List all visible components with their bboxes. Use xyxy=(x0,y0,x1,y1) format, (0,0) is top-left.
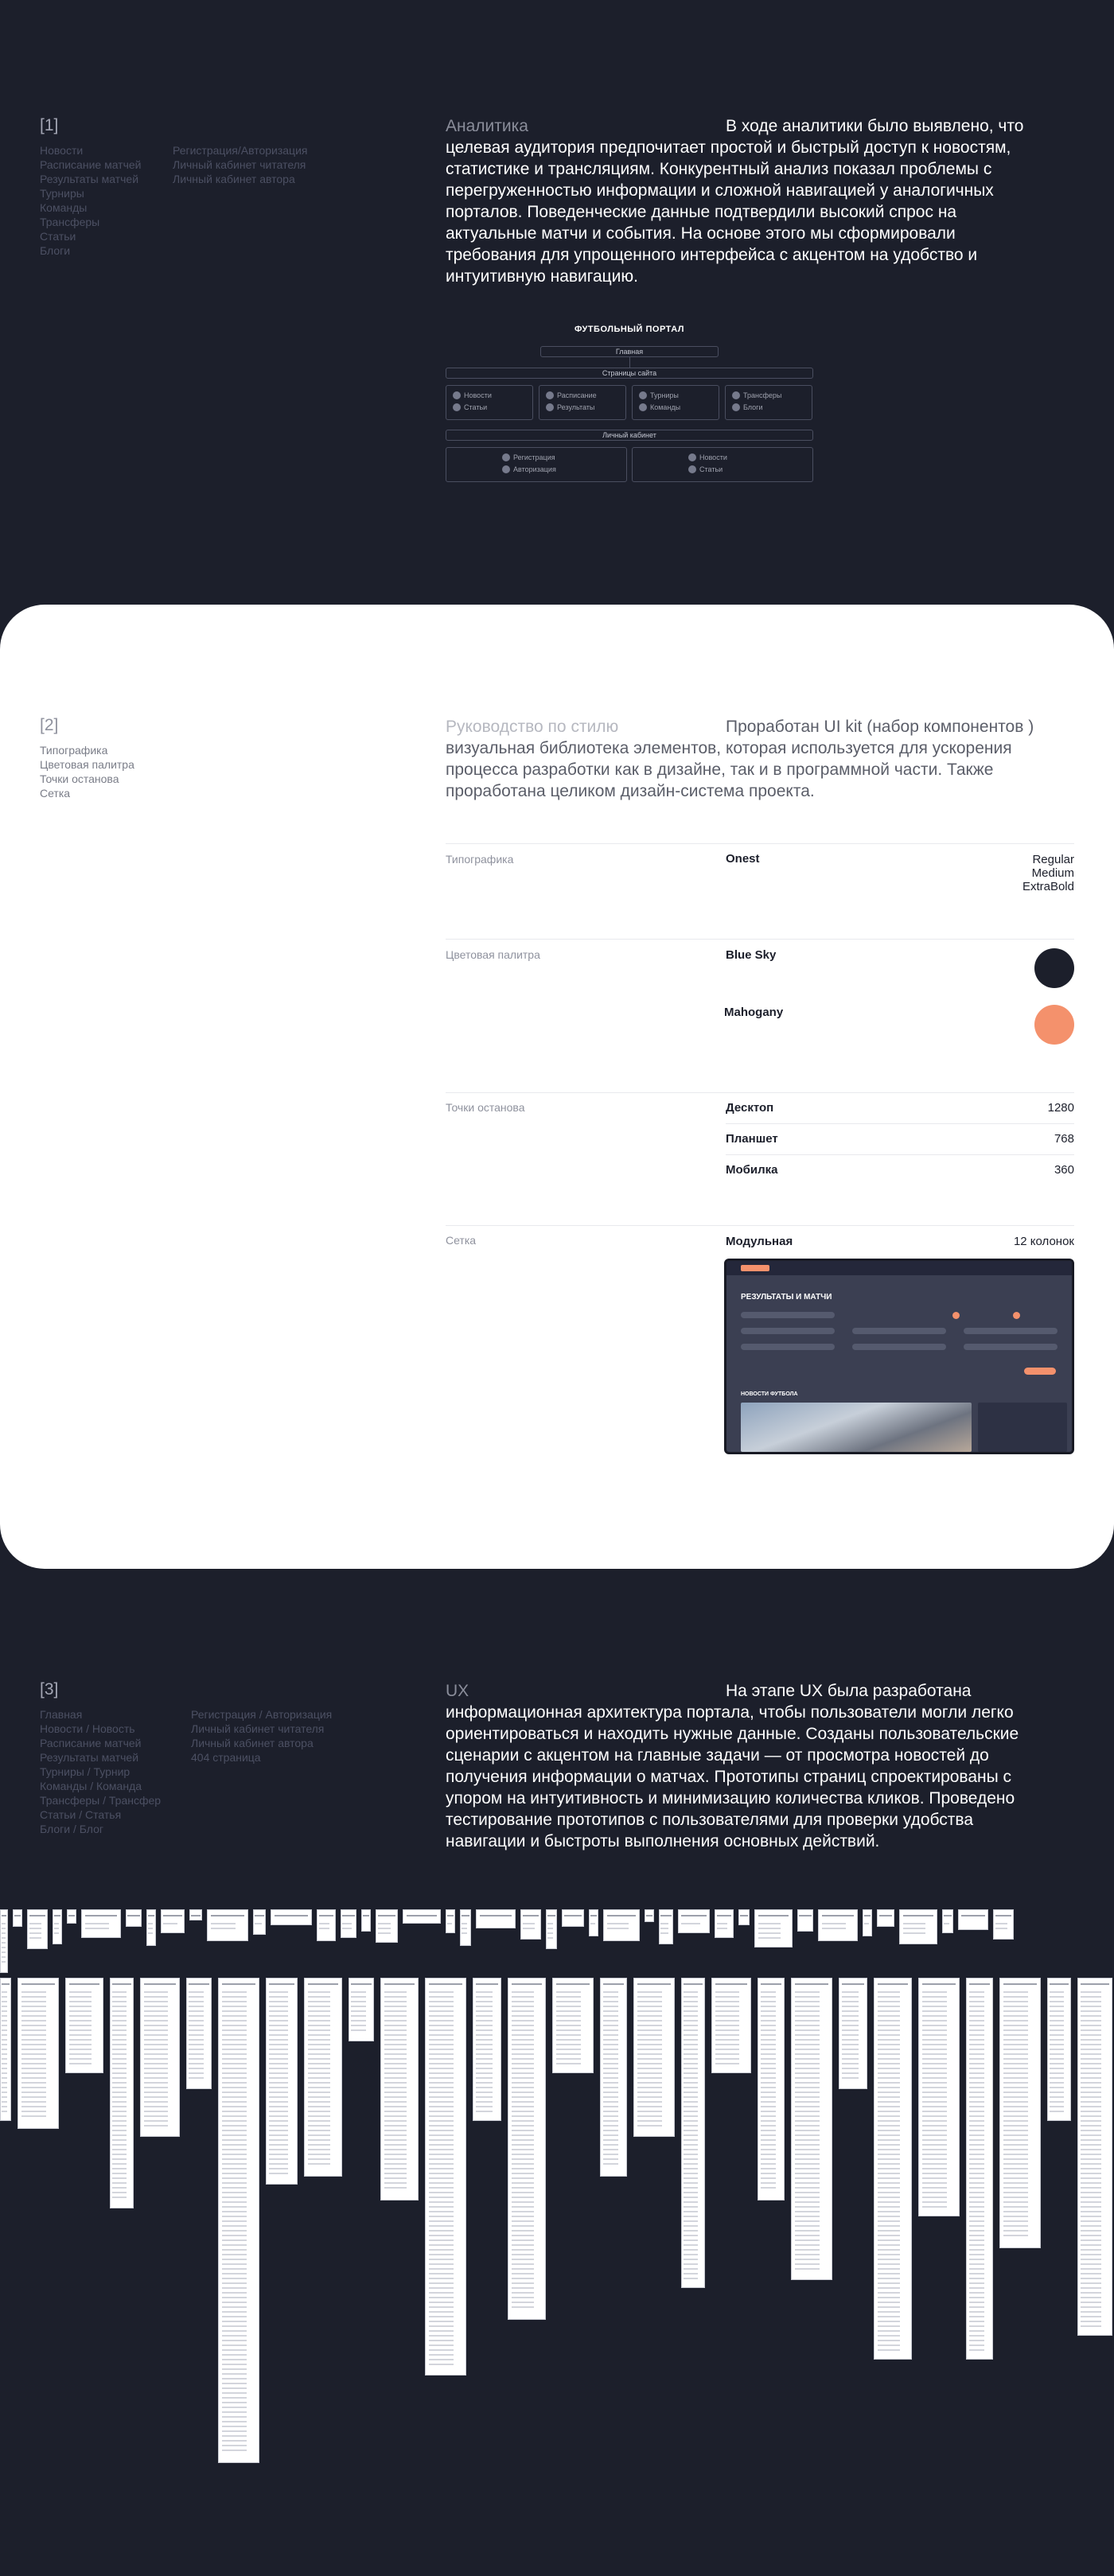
typography-font: Onest xyxy=(726,852,760,866)
wireframe-thumbnail xyxy=(918,1978,960,2216)
sitemap-item xyxy=(732,391,781,399)
analytics-text: В ходе аналитики было выявлено, что целевая аудитория предпочитает простой и быстрый доступ к новостям, статистике и трансляциям. Конкурентный анализ показал проблемы с перегруженностью информации и сложной навигацией у аналогичных порталов. Поведенческие данные подтвердили высокий спрос на актуальные матчи и события. На основе этого мы сформировали требования для упрощенного интерфейса с акцентом на удобство и интуитивную навигацию. xyxy=(446,117,1024,286)
wireframe-thumbnail xyxy=(425,1978,466,2376)
wireframe-thumbnail xyxy=(633,1978,675,2137)
wireframe-thumbnail xyxy=(562,1909,584,1927)
preview-accent xyxy=(952,1312,960,1319)
analytics-nav-primary xyxy=(40,143,142,258)
color-swatch-mahogany xyxy=(1034,1005,1074,1045)
font-weight: ExtraBold xyxy=(1022,880,1074,893)
wireframe-thumbnail xyxy=(110,1978,134,2208)
nav-item[interactable]: Команды / Команда xyxy=(40,1780,142,1792)
analytics-nav-secondary xyxy=(173,143,307,186)
wireframe-thumbnail xyxy=(758,1978,785,2200)
nav-item[interactable]: Сетка xyxy=(40,787,71,800)
sitemap-item xyxy=(502,465,556,473)
page-dot-icon xyxy=(639,391,647,399)
sitemap-item-label: Регистрация xyxy=(513,453,555,461)
sitemap-item-label: Статьи xyxy=(464,403,488,411)
wireframe-thumbnail xyxy=(546,1909,557,1949)
typography-label: Типографика xyxy=(446,853,514,866)
wireframe-thumbnail xyxy=(711,1978,751,2073)
color-name-mahogany: Mahogany xyxy=(724,1006,784,1019)
page-dot-icon xyxy=(732,403,740,411)
sitemap-item xyxy=(688,453,727,461)
sitemap-item-label: Авторизация xyxy=(513,465,556,473)
breakpoints-label: Точки останова xyxy=(446,1101,525,1114)
wireframe-thumbnail xyxy=(863,1909,872,1936)
page-dot-icon xyxy=(453,403,461,411)
wireframe-thumbnail xyxy=(818,1909,858,1941)
styleguide-nav xyxy=(40,743,134,800)
wireframe-thumbnail xyxy=(877,1909,894,1927)
preview-row xyxy=(852,1344,946,1350)
wireframe-thumbnail xyxy=(589,1909,598,1936)
sitemap-item xyxy=(453,403,487,411)
styleguide-text: Проработан UI kit (набор компонентов ) визуальная библиотека элементов, которая используется для ускорения процесса разработки как в дизайне, так и в программной части. Также проработана целиком дизайн-система проекта. xyxy=(446,718,1034,800)
nav-item[interactable]: Блоги xyxy=(40,244,71,257)
breakpoint-mobile-value: 360 xyxy=(1054,1163,1074,1177)
nav-item[interactable]: Личный кабинет автора xyxy=(191,1737,314,1749)
grid-value: 12 колонок xyxy=(1013,1235,1074,1248)
wireframe-thumbnail xyxy=(341,1909,356,1938)
wireframe-thumbnail xyxy=(473,1978,501,2121)
nav-item[interactable]: Статьи / Статья xyxy=(40,1808,122,1821)
preview-row xyxy=(741,1312,835,1318)
analytics-intro xyxy=(446,115,1042,287)
wireframe-thumbnail xyxy=(966,1978,993,2360)
wireframe-thumbnail xyxy=(317,1909,336,1941)
palette-label: Цветовая палитра xyxy=(446,948,540,961)
sitemap-item-label: Турниры xyxy=(650,391,679,399)
wireframe-thumbnail xyxy=(189,1909,202,1920)
preview-accent xyxy=(1013,1312,1020,1319)
ux-nav-primary xyxy=(40,1707,161,1836)
sitemap-diagram xyxy=(446,325,813,484)
grid-preview-image xyxy=(724,1259,1074,1454)
section-number: [1] xyxy=(40,116,59,134)
wireframe-thumbnail xyxy=(958,1909,988,1930)
nav-item[interactable]: Новости xyxy=(40,144,84,157)
preview-logo xyxy=(741,1265,769,1271)
wireframe-thumbnail xyxy=(361,1909,371,1932)
wireframe-thumbnail xyxy=(797,1909,813,1932)
wireframe-thumbnail xyxy=(899,1909,937,1944)
wireframe-thumbnail xyxy=(0,1978,11,2121)
wireframe-thumbnail xyxy=(874,1978,912,2360)
wireframe-thumbnail xyxy=(476,1909,516,1928)
sitemap-card xyxy=(632,385,719,420)
nav-item[interactable]: Турниры / Турнир xyxy=(40,1765,130,1778)
wireframe-thumbnail xyxy=(349,1978,374,2041)
sitemap-item xyxy=(502,453,555,461)
analytics-label: Аналитика xyxy=(446,117,528,135)
sitemap-item-label: Статьи xyxy=(699,465,723,473)
section-number: [2] xyxy=(40,716,59,734)
page-dot-icon xyxy=(639,403,647,411)
wireframe-thumbnail xyxy=(460,1909,471,1946)
wireframe-thumbnail xyxy=(126,1909,142,1927)
breakpoint-mobile: Мобилка xyxy=(726,1163,778,1177)
nav-item[interactable]: Результаты матчей xyxy=(40,1751,139,1764)
wireframe-thumbnail xyxy=(520,1909,541,1940)
preview-button xyxy=(1024,1368,1056,1375)
wireframe-thumbnail xyxy=(715,1909,734,1938)
sitemap-connector xyxy=(629,357,630,368)
nav-item[interactable]: Личный кабинет читателя xyxy=(191,1722,325,1735)
preview-results-title: РЕЗУЛЬТАТЫ И МАТЧИ xyxy=(741,1293,832,1302)
nav-item[interactable]: Главная xyxy=(40,1708,83,1721)
page-dot-icon xyxy=(688,453,696,461)
nav-item[interactable]: Личный кабинет читателя xyxy=(173,158,306,171)
wireframe-thumbnail xyxy=(1077,1978,1112,2336)
wireframe-thumbnail xyxy=(791,1978,832,2280)
wireframe-thumbnail xyxy=(140,1978,180,2137)
preview-news-title: НОВОСТИ ФУТБОЛА xyxy=(741,1391,798,1397)
wireframe-thumbnail xyxy=(218,1978,259,2463)
nav-item[interactable]: Результаты матчей xyxy=(40,173,139,185)
wireframe-thumbnail xyxy=(508,1978,546,2320)
wireframe-thumbnail xyxy=(678,1909,710,1933)
preview-row xyxy=(741,1328,835,1334)
page-dot-icon xyxy=(732,391,740,399)
divider xyxy=(726,1123,1074,1124)
wireframe-thumbnail xyxy=(659,1909,673,1944)
ux-nav-secondary xyxy=(191,1707,332,1765)
nav-item[interactable]: Турниры xyxy=(40,187,84,200)
font-weight: Medium xyxy=(1031,866,1074,880)
nav-item[interactable]: Точки останова xyxy=(40,772,119,785)
page-dot-icon xyxy=(453,391,461,399)
page-dot-icon xyxy=(546,391,554,399)
preview-sidebar xyxy=(978,1403,1067,1452)
divider xyxy=(446,1225,1074,1226)
wireframe-thumbnail xyxy=(376,1909,398,1943)
grid-label: Сетка xyxy=(446,1234,477,1247)
font-weight: Regular xyxy=(1032,853,1074,866)
wireframe-thumbnail xyxy=(600,1978,627,2177)
nav-item[interactable]: Команды xyxy=(40,201,88,214)
sitemap-item-label: Результаты xyxy=(557,403,595,411)
breakpoint-tablet: Планшет xyxy=(726,1132,778,1146)
analytics-section xyxy=(0,0,1114,636)
ux-section xyxy=(0,1569,1114,2576)
preview-photo xyxy=(741,1403,972,1452)
nav-item[interactable]: Новости / Новость xyxy=(40,1722,135,1735)
nav-item[interactable]: Статьи xyxy=(40,230,76,243)
sitemap-item-label: Новости xyxy=(699,453,727,461)
sitemap-pages-header: Страницы сайта xyxy=(446,368,813,379)
sitemap-item xyxy=(546,403,594,411)
page-dot-icon xyxy=(502,465,510,473)
page-dot-icon xyxy=(546,403,554,411)
nav-item[interactable]: Расписание матчей xyxy=(40,158,142,171)
wireframe-thumbnail xyxy=(0,1909,8,1973)
sitemap-item-label: Команды xyxy=(650,403,681,411)
sitemap-card xyxy=(725,385,812,420)
breakpoint-desktop-value: 1280 xyxy=(1047,1101,1074,1115)
sitemap-card xyxy=(632,447,813,482)
ux-text: На этапе UX была разработана информационная архитектура портала, чтобы пользователи могли легко ориентироваться и находить нужные данные. Созданы пользовательские сценарии с акцентом на главные задачи — от просмотра новостей до получения информации о матчах. Прототипы страниц спроектированы с упором на интуитивность и минимизацию количества кликов. Проведено тестирование прототипов с пользователями для проверки удобства навигации и быстроты выполнения основных действий. xyxy=(446,1682,1019,1850)
sitemap-card xyxy=(446,385,533,420)
wireframe-thumbnail xyxy=(161,1909,185,1933)
divider xyxy=(446,939,1074,940)
page-dot-icon xyxy=(502,453,510,461)
sitemap-item xyxy=(546,391,597,399)
sitemap-card xyxy=(539,385,626,420)
sitemap-title: ФУТБОЛЬНЫЙ ПОРТАЛ xyxy=(575,325,684,334)
section-number: [3] xyxy=(40,1680,59,1699)
preview-row xyxy=(964,1344,1058,1350)
page-dot-icon xyxy=(688,465,696,473)
wireframe-thumbnail xyxy=(380,1978,419,2200)
nav-item[interactable]: Типографика xyxy=(40,744,108,757)
divider xyxy=(446,1092,1074,1093)
wireframe-thumbnail xyxy=(13,1909,22,1927)
wireframe-thumbnail xyxy=(67,1909,76,1924)
nav-item[interactable]: Трансферы / Трансфер xyxy=(40,1794,162,1807)
sitemap-item-label: Новости xyxy=(464,391,492,399)
ux-label: UX xyxy=(446,1682,469,1700)
nav-item[interactable]: Цветовая палитра xyxy=(40,758,134,771)
nav-item[interactable]: Трансферы xyxy=(40,216,100,228)
wireframe-thumbnail xyxy=(146,1909,156,1946)
nav-item[interactable]: Расписание матчей xyxy=(40,1737,142,1749)
divider xyxy=(446,843,1074,844)
sitemap-item xyxy=(732,403,762,411)
divider xyxy=(726,1154,1074,1155)
wireframe-thumbnail xyxy=(253,1909,266,1935)
wireframe-thumbnail xyxy=(266,1978,298,2185)
wireframe-thumbnail xyxy=(754,1909,793,1948)
wireframe-thumbnail xyxy=(446,1909,455,1933)
sitemap-item xyxy=(639,391,679,399)
sitemap-item-label: Блоги xyxy=(743,403,763,411)
preview-row xyxy=(741,1344,835,1350)
color-name-blue-sky: Blue Sky xyxy=(726,948,777,962)
styleguide-intro xyxy=(446,716,1042,802)
ux-intro xyxy=(446,1680,1042,1852)
wireframe-thumbnail xyxy=(18,1978,59,2129)
preview-row xyxy=(964,1328,1058,1334)
wireframe-thumbnail xyxy=(27,1909,48,1949)
sitemap-root: Главная xyxy=(540,346,719,357)
breakpoint-desktop: Десктоп xyxy=(726,1101,774,1115)
wireframe-thumbnail xyxy=(681,1978,705,2288)
wireframe-thumbnail xyxy=(81,1909,121,1938)
wireframe-thumbnail xyxy=(552,1978,594,2073)
typography-weights xyxy=(1022,853,1074,893)
wireframe-thumbnail xyxy=(207,1909,248,1941)
wireframe-thumbnail xyxy=(65,1978,103,2073)
sitemap-item-label: Трансферы xyxy=(743,391,782,399)
grid-name: Модульная xyxy=(726,1235,793,1248)
sitemap-item xyxy=(453,391,492,399)
styleguide-label: Руководство по стилю xyxy=(446,718,619,736)
wireframe-thumbnail xyxy=(738,1909,750,1925)
wireframe-thumbnail xyxy=(403,1909,441,1924)
nav-item[interactable]: Блоги / Блог xyxy=(40,1823,103,1835)
wireframe-thumbnail xyxy=(304,1978,342,2177)
nav-item[interactable]: Личный кабинет автора xyxy=(173,173,295,185)
wireframe-thumbnail xyxy=(839,1978,867,2089)
sitemap-item-label: Расписание xyxy=(557,391,597,399)
breakpoint-tablet-value: 768 xyxy=(1054,1132,1074,1146)
wireframe-thumbnail xyxy=(942,1909,953,1933)
sitemap-card xyxy=(446,447,627,482)
sitemap-cabinet-header: Личный кабинет xyxy=(446,430,813,441)
wireframe-thumbnail xyxy=(993,1909,1014,1940)
wireframe-thumbnail xyxy=(999,1978,1041,2248)
wireframe-thumbnail xyxy=(53,1909,62,1944)
wireframe-thumbnail xyxy=(645,1909,654,1922)
wireframe-thumbnail xyxy=(603,1909,640,1941)
nav-item[interactable]: 404 страница xyxy=(191,1751,261,1764)
color-swatch-blue-sky xyxy=(1034,948,1074,988)
sitemap-item xyxy=(639,403,680,411)
wireframe-thumbnail xyxy=(186,1978,212,2089)
preview-row xyxy=(852,1328,946,1334)
nav-item[interactable]: Регистрация/Авторизация xyxy=(173,144,308,157)
preview-header xyxy=(726,1261,1072,1275)
wireframe-thumbnail xyxy=(1047,1978,1071,2121)
sitemap-item xyxy=(688,465,723,473)
wireframe-thumbnail xyxy=(271,1909,312,1925)
nav-item[interactable]: Регистрация / Авторизация xyxy=(191,1708,333,1721)
